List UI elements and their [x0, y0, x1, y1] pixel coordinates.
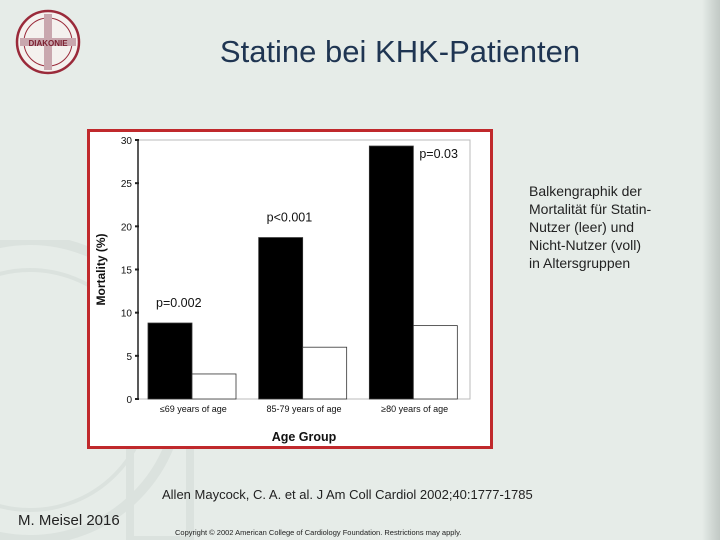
caption-line: Balkengraphik der: [529, 183, 642, 199]
slide-title: Statine bei KHK-Patienten: [219, 34, 581, 69]
copyright-notice: Copyright © 2002 American College of Cardiology Foundation. Restrictions may apply.: [175, 528, 462, 537]
diakonie-logo: [14, 8, 82, 76]
category-label: ≤69 years of age: [159, 404, 227, 414]
category-label: ≥80 years of age: [381, 404, 449, 414]
y-tick-label: 30: [120, 136, 132, 147]
citation: Allen Maycock, C. A. et al. J Am Coll Cardiol 2002;40:1777-1785: [162, 487, 533, 502]
category-label: 85-79 years of age: [266, 404, 342, 414]
caption-line: Mortalität für Statin-: [529, 201, 652, 217]
caption-line: in Altersgruppen: [529, 255, 631, 271]
chart-frame: [87, 129, 493, 449]
y-tick-label: 5: [126, 351, 132, 363]
logo-text: DIAKONIE: [28, 39, 68, 48]
bar-chart: [90, 132, 490, 446]
x-axis-title: Age Group: [271, 430, 337, 444]
caption-line: Nicht-Nutzer (voll): [529, 237, 642, 253]
p-value-annotation: p=0.03: [419, 147, 458, 162]
author-footer: M. Meisel 2016: [18, 512, 120, 529]
p-value-annotation: p<0.001: [266, 210, 313, 225]
statin-bar: [303, 347, 347, 399]
y-tick-label: 25: [120, 179, 132, 191]
y-tick-label: 15: [120, 265, 132, 277]
statin-bar: [192, 374, 236, 399]
y-tick-label: 20: [120, 222, 132, 234]
statin-bar: [413, 326, 457, 399]
y-axis-title: Mortality (%): [94, 233, 108, 306]
nonuser-bar: [148, 323, 192, 399]
y-tick-label: 10: [120, 308, 132, 320]
p-value-annotation: p=0.002: [156, 296, 202, 311]
chart-caption: [529, 182, 689, 272]
nonuser-bar: [259, 238, 303, 399]
slide-edge-shade: [702, 0, 720, 540]
nonuser-bar: [369, 146, 413, 399]
caption-line: Nutzer (leer) und: [529, 219, 635, 235]
y-tick-label: 0: [126, 395, 132, 406]
